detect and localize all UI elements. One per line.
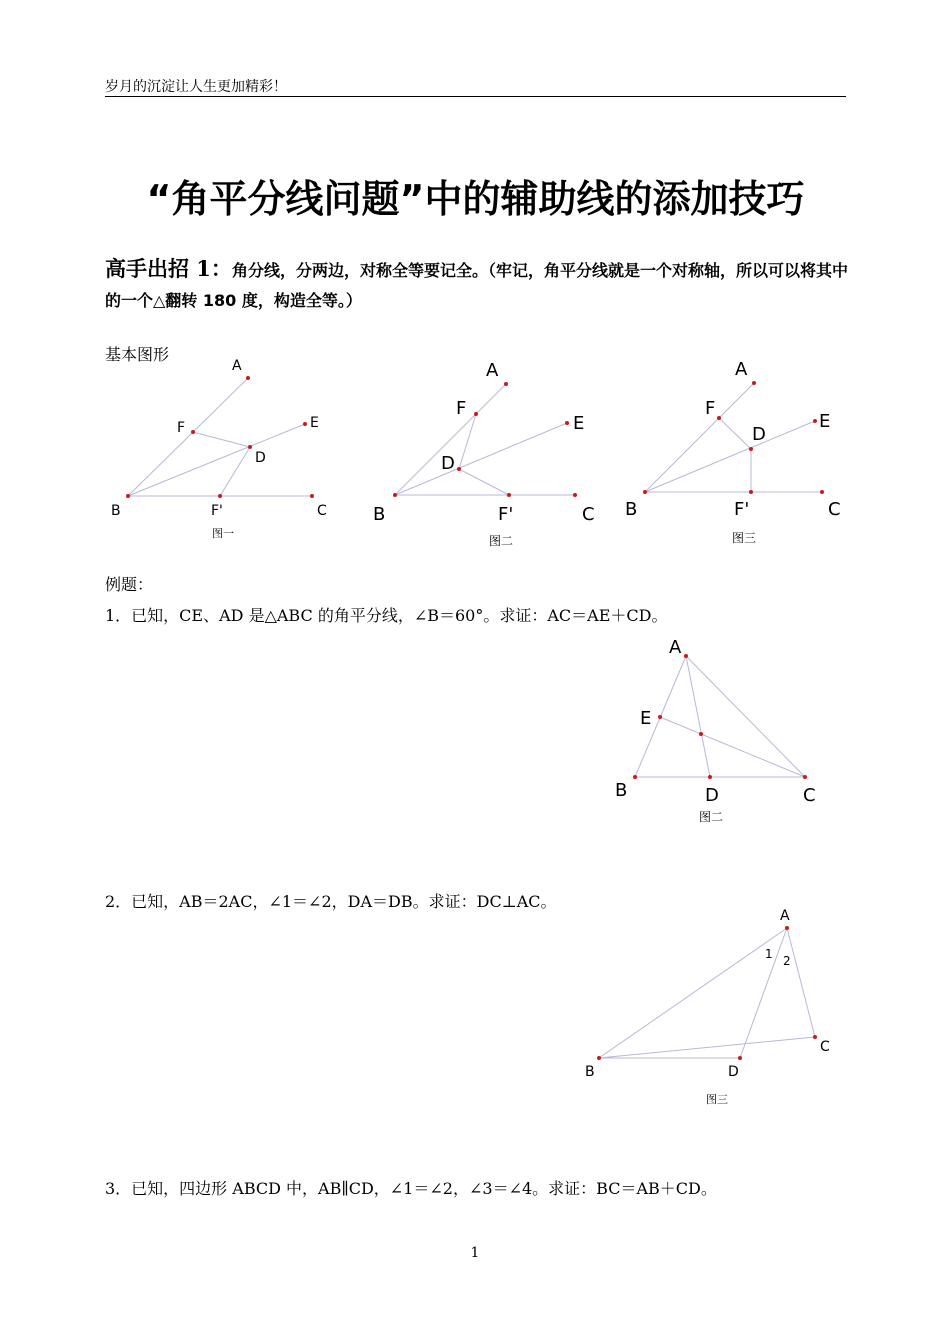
document-title: “角平分线问题”中的辅助线的添加技巧: [146, 177, 805, 221]
fig2-label-D: D: [441, 453, 455, 474]
p1-label-A: A: [669, 637, 682, 658]
p2-label-C: C: [820, 1039, 830, 1055]
p2-label-D: D: [728, 1064, 739, 1080]
fig2-caption: 图二: [489, 534, 514, 548]
fig1-caption: 图一: [212, 527, 234, 540]
figure-1-lines: [128, 378, 312, 496]
fig3-label-C: C: [828, 499, 841, 520]
p1-label-B: B: [615, 780, 628, 801]
fig3-label-F: F: [705, 398, 716, 419]
figure-3-lines: [645, 383, 822, 492]
p2-label-B: B: [585, 1064, 595, 1080]
p1-label-D: D: [705, 785, 719, 806]
problem-3: 3．已知，四边形 ABCD 中，AB∥CD，∠1＝∠2，∠3＝∠4。求证：BC＝AB＋CD。: [105, 1179, 717, 1198]
page-header: 岁月的沉淀让人生更加精彩！: [105, 79, 287, 95]
fig1-label-B: B: [111, 503, 121, 519]
figure-2-lines: [395, 384, 575, 495]
problem-2: 2．已知，AB＝2AC，∠1＝∠2，DA＝DB。求证：DC⊥AC。: [105, 892, 557, 911]
fig3-label-E: E: [819, 411, 831, 432]
tip-text: 角分线，分两边，对称全等要记全。（牢记，角平分线就是一个对称轴，所以可以将其中的一个△翻转 180 度，构造全等。）: [105, 261, 848, 310]
problem-1: 1．已知，CE、AD 是△ABC 的角平分线，∠B＝60°。求证：AC＝AE＋CD。: [105, 606, 668, 625]
p2-label-A: A: [780, 908, 790, 924]
fig2-label-B: B: [373, 504, 386, 525]
basic-figures-label: 基本图形: [105, 345, 170, 364]
p1-caption: 图二: [699, 810, 724, 824]
fig2-label-E: E: [573, 413, 585, 434]
fig2-label-A: A: [486, 360, 499, 381]
examples-label: 例题：: [105, 575, 154, 594]
page-number: 1: [470, 1245, 480, 1261]
p1-label-C: C: [803, 785, 816, 806]
problem-2-figure-lines: [599, 928, 815, 1058]
fig2-label-F: F: [456, 398, 467, 419]
fig1-label-F: F: [177, 420, 186, 436]
p2-caption: 图三: [706, 1093, 728, 1106]
p1-label-E: E: [640, 708, 652, 729]
fig2-label-C: C: [582, 504, 595, 525]
fig1-label-C: C: [317, 503, 327, 519]
fig3-label-B: B: [625, 499, 638, 520]
fig2-label-F-prime: F': [498, 504, 514, 525]
p2-angle-2: 2: [783, 954, 791, 968]
fig3-label-A: A: [735, 359, 748, 380]
fig3-caption: 图三: [732, 531, 757, 545]
fig1-label-F-prime: F': [211, 503, 223, 519]
fig1-label-D: D: [255, 450, 266, 466]
tip-lead: 高手出招 1：: [105, 256, 232, 281]
p2-angle-1: 1: [765, 947, 773, 961]
fig3-label-D: D: [752, 424, 766, 445]
fig1-label-E: E: [310, 415, 319, 431]
fig1-label-A: A: [232, 358, 242, 374]
fig3-label-F-prime: F': [734, 499, 750, 520]
